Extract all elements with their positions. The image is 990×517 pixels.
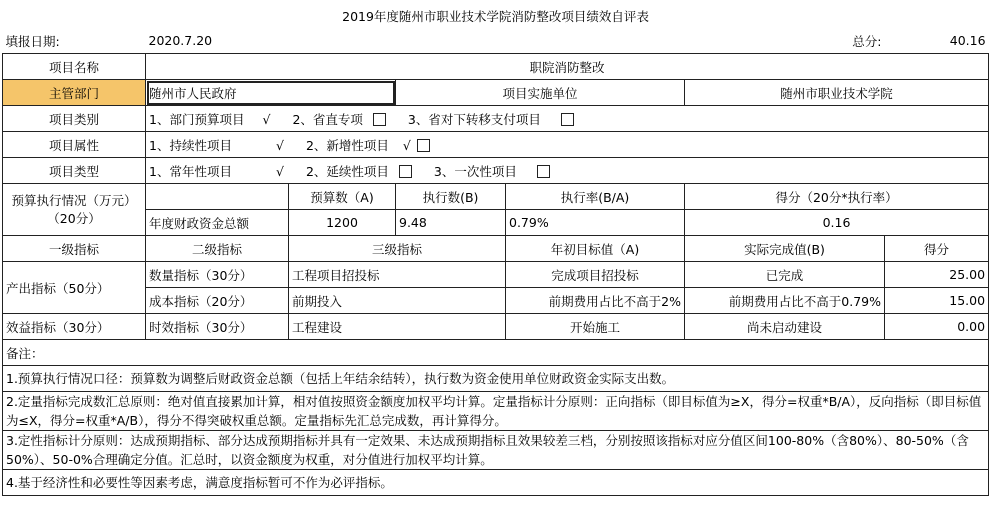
fill-date-value[interactable]: 2020.7.20: [148, 33, 213, 48]
indicator-header-row: [3, 236, 989, 262]
type-opt1-label: 1、常年性项目: [149, 163, 232, 179]
dept-label: 主管部门: [3, 80, 146, 106]
category-options[interactable]: [146, 106, 989, 132]
impl-unit-label: 项目实施单位: [396, 80, 685, 106]
checkmark-icon[interactable]: √: [402, 137, 411, 153]
remark-text[interactable]: 2.定量指标完成数汇总原则：绝对值直接累加计算，相对值按照资金额度加权平均计算。定量指标计分原则：正向指标（即目标值为≥X，得分=权重*B/A），反向指标（即目标值为≤X，得分=权重*A/B），得分不得突破权重总额。定量指标先汇总完成数，再计算得分。: [3, 392, 989, 431]
indicator-header-score: 得分: [885, 236, 989, 262]
checkbox-icon[interactable]: [399, 165, 412, 178]
remarks-label-row: [3, 340, 989, 366]
dept-value-cell[interactable]: 随州市人民政府: [146, 80, 396, 106]
indicator-l2[interactable]: 时效指标（30分）: [146, 314, 289, 340]
indicator-score[interactable]: 0.00: [885, 314, 989, 340]
budget-header-executed: 执行数(B): [396, 184, 506, 210]
category-opt1-label: 1、部门预算项目: [149, 111, 245, 127]
table-row: [3, 262, 989, 288]
project-name-label: 项目名称: [3, 54, 146, 80]
remark-row: [3, 470, 989, 496]
indicator-actual[interactable]: 前期费用占比不高于0.79%: [685, 288, 885, 314]
budget-section-label: 预算执行情况（万元）（20分）: [3, 184, 146, 236]
indicator-l3[interactable]: 工程项目招投标: [289, 262, 506, 288]
checkbox-icon[interactable]: [561, 113, 574, 126]
checkbox-icon[interactable]: [537, 165, 550, 178]
category-row: [3, 106, 989, 132]
output-indicator-label: 产出指标（50分）: [3, 262, 146, 314]
budget-row-label: 年度财政资金总额: [146, 210, 289, 236]
total-score-label: 总分:: [852, 33, 882, 49]
budget-executed-value[interactable]: 9.48: [396, 210, 506, 236]
remark-row: [3, 431, 989, 470]
category-opt2-label: 2、省直专项: [292, 111, 363, 127]
indicator-header-l2: 二级指标: [146, 236, 289, 262]
indicator-l3[interactable]: 工程建设: [289, 314, 506, 340]
sheet-title: 2019年度随州市职业技术学院消防整改项目绩效自评表: [342, 8, 649, 24]
checkbox-icon[interactable]: [373, 113, 386, 126]
remarks-label: 备注：: [3, 340, 989, 366]
attribute-options[interactable]: [146, 132, 989, 158]
remark-row: [3, 366, 989, 392]
indicator-l3[interactable]: 前期投入: [289, 288, 506, 314]
remark-text[interactable]: 4.基于经济性和必要性等因素考虑，满意度指标暂可不作为必评指标。: [3, 470, 989, 496]
indicator-header-l3: 三级指标: [289, 236, 506, 262]
budget-planned-value[interactable]: 1200: [289, 210, 396, 236]
type-row: [3, 158, 989, 184]
type-opt2-label: 2、延续性项目: [305, 163, 389, 179]
indicator-header-l1: 一级指标: [3, 236, 146, 262]
indicator-l2[interactable]: 数量指标（30分）: [146, 262, 289, 288]
indicator-actual[interactable]: 尚未启动建设: [685, 314, 885, 340]
indicator-target[interactable]: 前期费用占比不高于2%: [506, 288, 685, 314]
budget-rate-value[interactable]: 0.79%: [506, 210, 685, 236]
budget-header-score: 得分（20分*执行率）: [685, 184, 989, 210]
type-label: 项目类型: [3, 158, 146, 184]
budget-header-planned: 预算数（A): [289, 184, 396, 210]
indicator-score[interactable]: 25.00: [885, 262, 989, 288]
attribute-label: 项目属性: [3, 132, 146, 158]
indicator-target[interactable]: 开始施工: [506, 314, 685, 340]
dept-row: [3, 80, 989, 106]
checkbox-icon[interactable]: [417, 139, 430, 152]
remark-text[interactable]: 3.定性指标计分原则：达成预期指标、部分达成预期指标并具有一定效果、未达成预期指标且效果较差三档，分别按照该指标对应分值区间100-80%（含80%）、80-50%（含50%）、50-0%合理确定分值。汇总时，以资金额度为权重，对分值进行加权平均计算。: [3, 431, 989, 470]
category-label: 项目类别: [3, 106, 146, 132]
remark-row: [3, 392, 989, 431]
checkmark-icon[interactable]: √: [262, 111, 271, 127]
meta-row: [3, 28, 989, 54]
budget-header-row: [3, 184, 989, 210]
checkmark-icon[interactable]: √: [275, 137, 284, 153]
indicator-header-actual: 实际完成值(B): [685, 236, 885, 262]
indicator-target[interactable]: 完成项目招投标: [506, 262, 685, 288]
remark-text[interactable]: 1.预算执行情况口径：预算数为调整后财政资金总额（包括上年结余结转），执行数为资金使用单位财政资金实际支出数。: [3, 366, 989, 392]
impl-unit-value[interactable]: 随州市职业技术学院: [685, 80, 989, 106]
attribute-opt2-label: 2、新增性项目: [305, 137, 389, 153]
indicator-header-target: 年初目标值（A): [506, 236, 685, 262]
indicator-l2[interactable]: 成本指标（20分）: [146, 288, 289, 314]
type-opt3-label: 3、一次性项目: [433, 163, 517, 179]
budget-header-blank: [146, 184, 289, 210]
indicator-score[interactable]: 15.00: [885, 288, 989, 314]
table-row: [3, 314, 989, 340]
budget-header-rate: 执行率(B/A): [506, 184, 685, 210]
type-options[interactable]: [146, 158, 989, 184]
attribute-opt1-label: 1、持续性项目: [149, 137, 232, 153]
evaluation-table: [2, 3, 989, 496]
budget-score-value[interactable]: 0.16: [685, 210, 989, 236]
project-name-value[interactable]: 职院消防整改: [146, 54, 989, 80]
title-row: [3, 3, 989, 28]
indicator-actual[interactable]: 已完成: [685, 262, 885, 288]
benefit-indicator-label: 效益指标（30分）: [3, 314, 146, 340]
checkmark-icon[interactable]: √: [275, 163, 284, 179]
attribute-row: [3, 132, 989, 158]
category-opt3-label: 3、省对下转移支付项目: [407, 111, 541, 127]
project-name-row: [3, 54, 989, 80]
fill-date-label: 填报日期:: [5, 33, 60, 49]
total-score-value[interactable]: 40.16: [949, 33, 986, 48]
budget-value-row: [3, 210, 989, 236]
table-row: [3, 288, 989, 314]
